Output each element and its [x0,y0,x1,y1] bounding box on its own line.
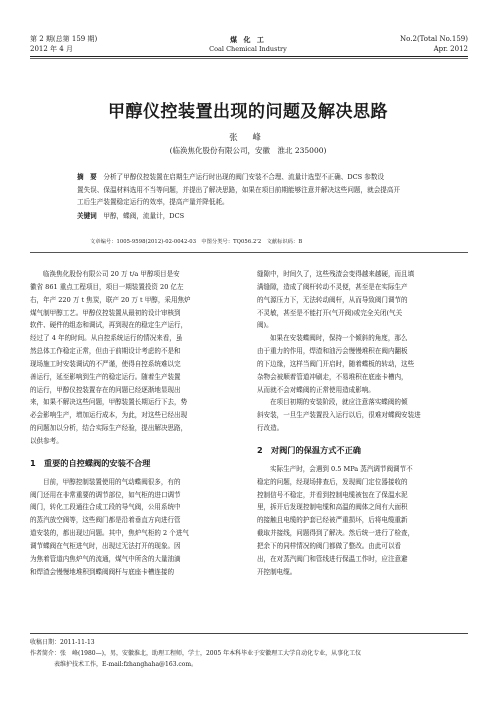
text-line: 截取并接线，问题得到了解决。然后统一进行了检查， [257,529,415,538]
abstract-divider [30,252,468,253]
text-line: 的气源压力下，无法转动阀杆，从而导致阀门调节的 [257,295,408,304]
text-line: 的下边缘，这样当阀门开启时，随着蝶板的转动，这些 [257,359,415,368]
text-line: 阀)。 [257,321,273,330]
keywords [77,210,421,222]
text-line: 行改造。 [257,424,284,433]
text-line: 出，在对蒸汽阀门和管线进行保温工作时，应注意避 [257,554,408,563]
text-line: 来，如果不解决这些问题，甲醇装置长期运行下去，势 [30,398,188,407]
text-line: 如果在安装蝶阀时，保持一个倾斜的角度，那么 [270,334,408,343]
text-line: 的运行，甲醇仪控装置存在的问题已经逐渐地显现出 [30,385,181,394]
text-line: 煤气制甲醇工艺。甲醇仪控装置从最初的设计审核到 [30,308,181,317]
text-line: 和焊渣会慢慢地堆积到蝶阀阀杆与底座卡槽连接的 [30,567,175,576]
abstract [77,171,421,209]
abstract-line: 置失误、保温材料选用不当等问题，并提出了解决思路，如果在项目前期能够注意并解决这些问题，就会提高开 [77,185,401,194]
text-line: 阀门还用在非常重要的调节部位，如气柜的进口调节 [30,490,181,499]
keywords-label: 关键词 [77,212,97,220]
left-column [30,268,238,578]
keywords-text: 甲醇，蝶阀，流量计，DCS [103,212,185,220]
text-line: 软件、硬件的组态和调试，再到现在的稳定生产运行， [30,321,188,330]
text-line: 不灵敏，甚至是不能打开(气开阀)或完全关闭(气关 [257,308,403,317]
text-line: 把余下的同样情况的阀门都做了整改。由此可以看 [257,541,402,550]
article-author: 张 峰 [229,133,267,143]
text-line: 的问题加以分析，结合实际生产经验，提出解决思路， [30,424,188,433]
text-line: 善运行，延至影响到生产的稳定运行。随着生产装置 [30,372,181,381]
header-issue-right: No.2(Total No.159) [400,35,468,43]
text-line: 满缝隙，造成了阀杆转动不灵便，甚至是在实际生产 [257,282,408,291]
text-line: 的蒸汽放空阀等，这些阀门都是沿着垂直方向进行管 [30,516,181,525]
section-heading-2: 2 对阀门的保温方式不正确 [257,444,361,455]
header-journal-en: Coal Chemical Industry [209,45,287,53]
text-line: 缝隙中，时间久了，这些残渣会变得越来越硬，而且填 [257,270,415,278]
abstract-line: 工后生产装置稳定运行的效率，提高产量并降低耗。 [77,198,229,206]
text-line: 然总体工作稳定正常，但由于前期设计考虑的不是和 [30,347,181,356]
header-date-right: Apr. 2012 [433,45,468,53]
text-line: 的接触且电缆的护套已经被严重损坏，后将电缆重新 [257,516,408,525]
text-line: 稳定的问题，经现场排查后，发现阀门定位器接收的 [257,477,408,486]
text-line: 为焦着管道内焦炉气的流通，煤气中所含的大量油滴 [30,554,181,563]
text-line: 临涣焦化股份有限公司 20 万 t/a 甲醇项目是安 [43,270,180,278]
text-line: 目前，甲醇控制装置使用的气动蝶阀很多，有的 [43,477,181,486]
text-line: 以供参考。 [30,436,63,445]
text-line: 调节蝶阀在气柜进气时，出现过无法打开的现象。因 [30,541,181,550]
text-line: 从而就不会对蝶阀的正常使用造成影响。 [257,385,375,394]
text-line: 阀门，转化工段通往合成工段的导气阀，公用系统中 [30,503,181,512]
footnote-received: 收稿日期：2011-11-13 [30,639,95,646]
header-date-left: 2012 年 4 月 [30,45,73,53]
article-affiliation: (临涣焦化股份有限公司，安徽 淮北 235000) [169,146,327,155]
text-line: 里，拆开后发现控制电缆和高温的阀体之间有大面积 [257,503,408,512]
footnote-author-line: 表维护技术工作，E-mail:fzhanghaha@163.com。 [54,661,198,668]
text-line: 必会影响生产，增加运行成本，为此，对这些已经出现 [30,411,188,420]
footnote-author-line: 作者简介：张 峰(1980—)，男，安徽淮北，助理工程师，学士，2005 年本科毕业于安徽理工大学自动化专业，从事化工仪 [30,650,362,657]
text-line: 杂物会被顺着管道冲刷走，不易堆积在底座卡槽内， [257,372,408,381]
text-line: 现场施工时安装调试的不严谨，使得自控系统难以完 [30,359,181,368]
header-rule-thin [30,58,468,59]
footnote [30,637,470,670]
header-issue-left: 第 2 期(总第 159 期) [30,35,98,43]
text-line: 实际生产时，会遇到 0.5 MPa 蒸汽调节阀调节不 [270,464,413,473]
paragraph [30,268,238,281]
text-line: 徽省 861 重点工程项目，项目一期装置投资 20 亿左 [30,282,184,291]
abstract-line: 分析了甲醇仪控装置在启期生产运行时出现的阀门安装不合理、流量计选型不正确、DCS 参数设 [103,173,385,181]
text-line: 斜安装，一旦生产装置投入运行以后，很难对蝶阀安装进 [257,411,421,420]
text-line: 控制信号不稳定，并看到控制电缆被包在了保温水泥 [257,490,408,499]
header-journal-cn: 煤 化 工 [230,35,266,44]
right-column [257,268,467,578]
text-line: 经过了 4 年的时间。从自控系统运行的情况来看，虽 [30,334,183,343]
text-line: 道安装的，都出现过问题。其中，焦炉气柜的 2 个进气 [30,529,189,538]
article-title: 甲醇仪控装置出现的问题及解决思路 [108,102,388,122]
text-line: 右，年产 220 万 t 焦炭，联产 20 万 t 甲醇，采用焦炉 [30,295,191,304]
document-codes: 文章编号：1005-9598(2012)-02-0042-03 中图分类号：TQ056.2'2 文献标识码：B [90,239,303,245]
abstract-label: 摘 要 [77,173,97,181]
section-heading-1: 1 重要的自控蝶阀的安装不合理 [30,457,151,468]
text-line: 在项目初期的安装阶段，就应注意落实蝶阀的倾 [270,398,408,407]
header-rule [30,56,468,57]
footnote-rule [30,633,468,634]
text-line: 开控制电缆。 [257,567,297,576]
text-line: 由于重力的作用，焊渣和油污会慢慢堆积在阀内翻板 [257,347,408,356]
